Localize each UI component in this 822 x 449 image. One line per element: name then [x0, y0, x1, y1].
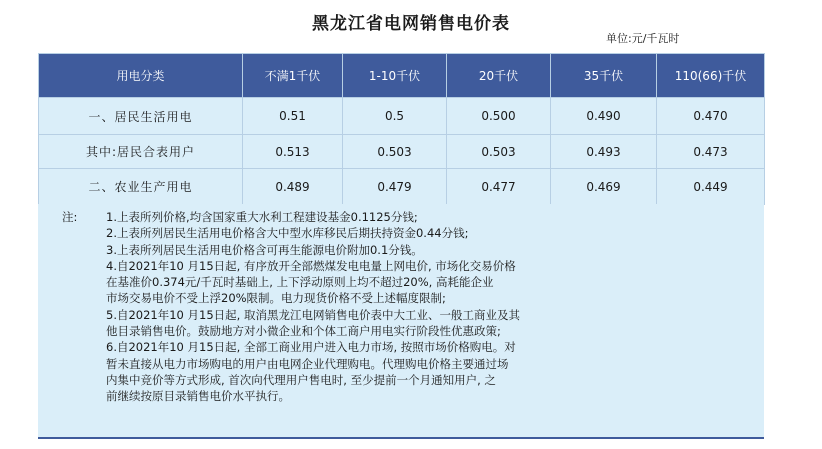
- notes-lead: 注:: [62, 210, 78, 224]
- price-cell: 0.489: [243, 169, 343, 205]
- column-header: 1-10千伏: [343, 54, 447, 98]
- bottom-divider: [38, 437, 764, 439]
- price-cell: 0.493: [551, 135, 657, 169]
- column-header: 用电分类: [39, 54, 243, 98]
- price-table: [38, 53, 765, 205]
- category-cell: 其中:居民合表用户: [39, 135, 243, 169]
- table-row: [39, 169, 765, 205]
- price-cell: 0.503: [343, 135, 447, 169]
- column-header: 110(66)千伏: [657, 54, 765, 98]
- note-item: 6.自2021年10 月15日起, 全部工商业用户进入电力市场, 按照市场价格购电。对 暂未直接从电力市场购电的用户由电网企业代理购电。代理购电价格主要通过场 内集中竞价等方式形成, 首次向代理用户售电时, 至少提前一个月通知用户, 之 前继续按原目录销售电价水平执行。: [106, 340, 516, 404]
- column-header: 不满1千伏: [243, 54, 343, 98]
- price-cell: 0.469: [551, 169, 657, 205]
- note-item: 1.上表所列价格,均含国家重大水利工程建设基金0.1125分钱;: [106, 210, 418, 224]
- table-header-row: [39, 54, 765, 98]
- note-item: 3.上表所列居民生活用电价格含可再生能源电价附加0.1分钱。: [106, 242, 423, 257]
- page-title: 黑龙江省电网销售电价表: [312, 14, 510, 34]
- price-cell: 0.500: [447, 98, 551, 135]
- price-cell: 0.51: [243, 98, 343, 135]
- unit-label: 单位:元/千瓦时: [606, 32, 680, 45]
- category-cell: 一、居民生活用电: [39, 98, 243, 135]
- notes-block: [38, 204, 764, 437]
- price-cell: 0.490: [551, 98, 657, 135]
- note-item: 2.上表所列居民生活用电价格含大中型水库移民后期扶持资金0.44分钱;: [106, 226, 469, 241]
- note-item: 4.自2021年10 月15日起, 有序放开全部燃煤发电电量上网电价, 市场化交易价格 在基准价0.374元/千瓦时基础上, 上下浮动原则上均不超过20%, 高耗能企业 市场交易电价不受上浮20%限制。电力现货价格不受上述幅度限制;: [106, 258, 516, 306]
- table-row: [39, 135, 765, 169]
- price-cell: 0.449: [657, 169, 765, 205]
- notes-list: [106, 209, 756, 405]
- column-header: 35千伏: [551, 54, 657, 98]
- price-cell: 0.479: [343, 169, 447, 205]
- price-cell: 0.470: [657, 98, 765, 135]
- column-header: 20千伏: [447, 54, 551, 98]
- note-item: 5.自2021年10 月15日起, 取消黑龙江电网销售电价表中大工业、一般工商业及其 他目录销售电价。鼓励地方对小微企业和个体工商户用电实行阶段性优惠政策;: [106, 307, 520, 339]
- table-row: [39, 98, 765, 135]
- price-cell: 0.503: [447, 135, 551, 169]
- price-cell: 0.473: [657, 135, 765, 169]
- category-cell: 二、农业生产用电: [39, 169, 243, 205]
- price-cell: 0.477: [447, 169, 551, 205]
- price-cell: 0.513: [243, 135, 343, 169]
- price-cell: 0.5: [343, 98, 447, 135]
